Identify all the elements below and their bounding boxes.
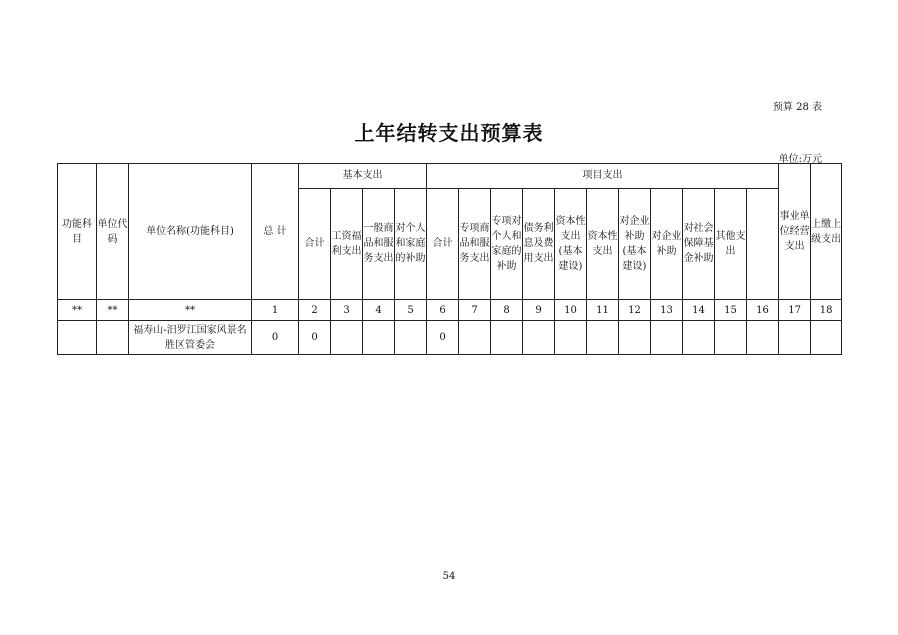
cell-enterprise xyxy=(651,321,683,355)
budget-table xyxy=(57,163,842,355)
index-cell: 5 xyxy=(395,300,427,321)
index-cell: ** xyxy=(97,300,129,321)
header-unit-name: 单位名称(功能科目) xyxy=(129,164,252,300)
index-cell: 11 xyxy=(587,300,619,321)
cell-unit-code xyxy=(97,321,129,355)
cell-business xyxy=(747,321,779,355)
page-title: 上年结转支出预算表 xyxy=(354,121,544,145)
index-cell: 6 xyxy=(427,300,459,321)
cell-unit-name: 福寿山-汨罗江国家风景名胜区管委会 xyxy=(129,321,252,355)
table-row xyxy=(58,321,842,355)
header-personal: 对个人和家庭的补助 xyxy=(395,188,427,299)
index-cell: 16 xyxy=(747,300,779,321)
header-special-goods: 专项商品和服务支出 xyxy=(459,188,491,299)
cell-personal xyxy=(395,321,427,355)
cell-special-personal xyxy=(491,321,523,355)
header-basic-total: 合计 xyxy=(299,188,331,299)
index-cell: ** xyxy=(129,300,252,321)
header-business: 事业单位经营支出 xyxy=(779,164,811,300)
page-number: 54 xyxy=(442,571,456,582)
header-project-group: 项目支出 xyxy=(427,164,779,189)
header-special-personal: 专项对个人和家庭的补助 xyxy=(491,188,523,299)
cell-goods xyxy=(363,321,395,355)
header-func-subject: 功能科目 xyxy=(58,164,97,300)
cell-proj-total: 0 xyxy=(427,321,459,355)
cell-special-goods xyxy=(459,321,491,355)
index-cell: ** xyxy=(58,300,97,321)
index-cell: 1 xyxy=(252,300,299,321)
cell-affiliated xyxy=(811,321,842,355)
header-group-row xyxy=(58,164,842,189)
index-cell: 13 xyxy=(651,300,683,321)
cell-other xyxy=(715,321,747,355)
index-cell: 18 xyxy=(811,300,842,321)
index-cell: 7 xyxy=(459,300,491,321)
index-cell: 3 xyxy=(331,300,363,321)
index-cell: 12 xyxy=(619,300,651,321)
cell-higher xyxy=(779,321,811,355)
index-cell: 17 xyxy=(779,300,811,321)
header-debt: 债务利息及费用支出 xyxy=(523,188,555,299)
cell-wage xyxy=(331,321,363,355)
index-cell: 4 xyxy=(363,300,395,321)
index-cell: 8 xyxy=(491,300,523,321)
header-higher: 上缴上级支出 xyxy=(811,164,842,300)
index-cell: 9 xyxy=(523,300,555,321)
header-basic-group: 基本支出 xyxy=(299,164,427,189)
index-cell: 2 xyxy=(299,300,331,321)
cell-social xyxy=(683,321,715,355)
cell-capital-infra xyxy=(555,321,587,355)
header-enterprise: 对企业补助 xyxy=(651,188,683,299)
header-unit-code: 单位代码 xyxy=(97,164,129,300)
header-proj-total: 合计 xyxy=(427,188,459,299)
index-cell: 14 xyxy=(683,300,715,321)
index-row xyxy=(58,300,842,321)
form-number: 预算 28 表 xyxy=(772,102,822,113)
header-capital-infra: 资本性支出(基本建设) xyxy=(555,188,587,299)
cell-debt xyxy=(523,321,555,355)
cell-func-subject xyxy=(58,321,97,355)
header-total: 总 计 xyxy=(252,164,299,300)
header-enterprise-infra: 对企业补助(基本建设) xyxy=(619,188,651,299)
unit-label: 单位:万元 xyxy=(778,154,822,165)
header-wage: 工资福利支出 xyxy=(331,188,363,299)
header-other: 其他支出 xyxy=(715,188,747,299)
cell-basic-total: 0 xyxy=(299,321,331,355)
header-capital: 资本性支出 xyxy=(587,188,619,299)
header-social: 对社会保障基金补助 xyxy=(683,188,715,299)
cell-capital xyxy=(587,321,619,355)
index-cell: 15 xyxy=(715,300,747,321)
header-goods: 一般商品和服务支出 xyxy=(363,188,395,299)
cell-enterprise-infra xyxy=(619,321,651,355)
cell-total: 0 xyxy=(252,321,299,355)
index-cell: 10 xyxy=(555,300,587,321)
